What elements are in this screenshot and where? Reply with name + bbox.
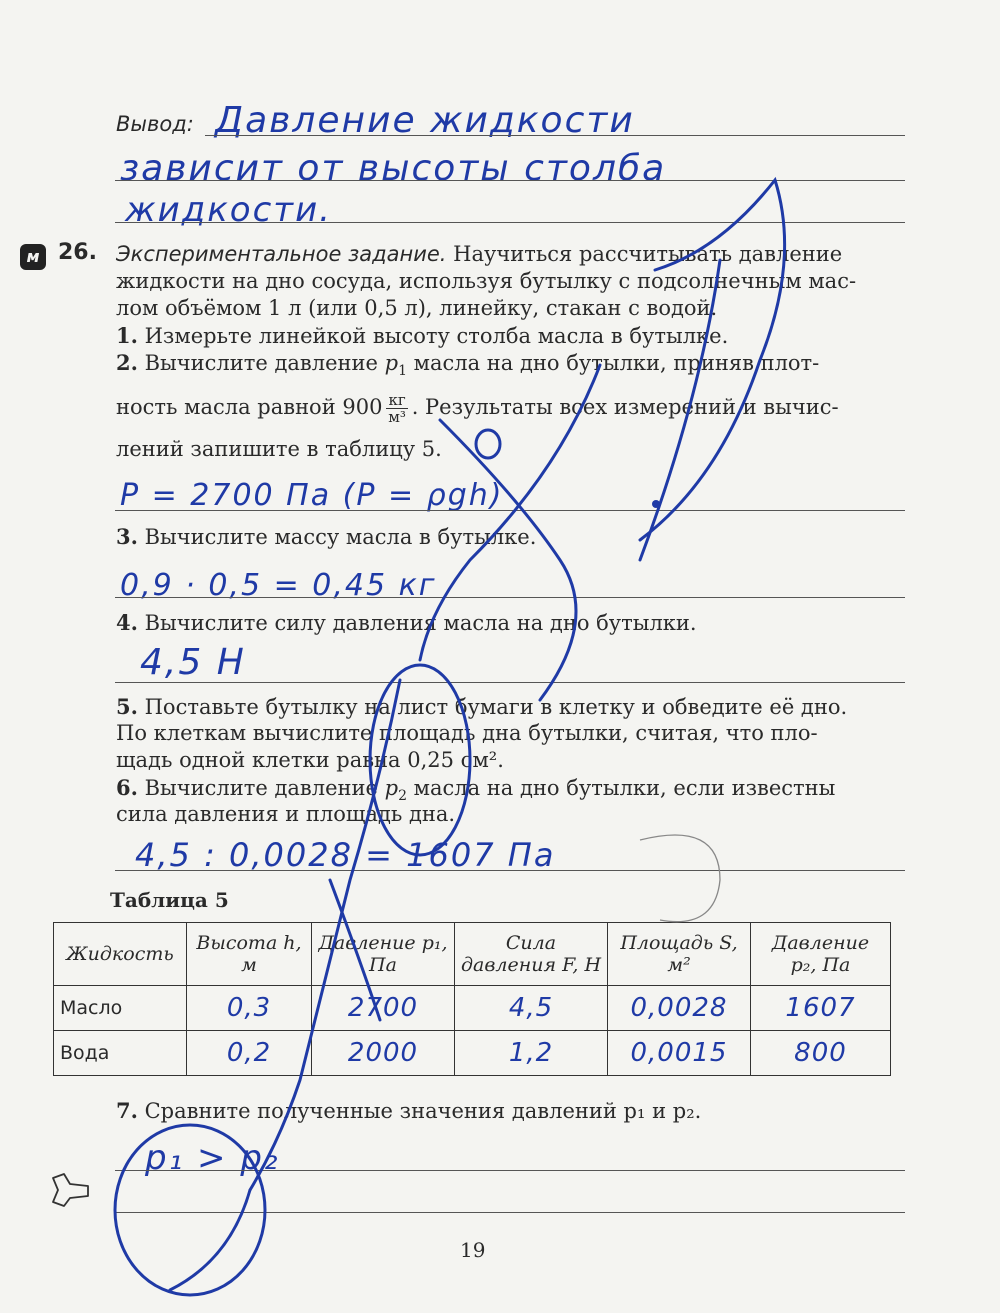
step-2-text-a: Вычислите давление <box>137 351 385 375</box>
writing-line <box>115 222 905 223</box>
conclusion-line-1: Давление жидкости <box>215 100 635 141</box>
table-row <box>54 1031 891 1076</box>
step-4 <box>116 609 697 637</box>
writing-line <box>115 510 905 511</box>
cell-liquid: Масло <box>54 986 187 1031</box>
cell-force: 1,2 <box>455 1031 608 1076</box>
step-5-line-1 <box>116 693 847 721</box>
hand-pointer-arrow-icon <box>50 1172 92 1208</box>
task-intro-line-3: лом объёмом 1 л (или 0,5 л), линейку, стакан с водой. <box>116 296 718 320</box>
step-4-text: Вычислите силу давления масла на дно бутылки. <box>137 611 697 635</box>
header-pressure1: Давление p₁, Па <box>312 923 455 986</box>
step-2-sub: 1 <box>398 363 407 380</box>
conclusion-line-2: зависит от высоты столба <box>120 148 667 189</box>
task-intro-line-1 <box>116 241 842 268</box>
step-2-line-1 <box>116 349 819 385</box>
cell-height: 0,2 <box>187 1031 312 1076</box>
step-2-text-d: . Результаты всех измерений и вычис- <box>411 395 839 419</box>
cell-pressure1: 2000 <box>312 1031 455 1076</box>
task-intro-rest: Научиться рассчитывать давление <box>446 242 843 266</box>
step-1 <box>116 322 728 350</box>
step-6-sub: 2 <box>398 788 407 805</box>
page-number: 19 <box>460 1238 486 1262</box>
step-5-number: 5. <box>116 694 138 719</box>
step-6-var: p <box>384 776 399 800</box>
writing-line <box>115 682 905 683</box>
header-height: Высота h, м <box>187 923 312 986</box>
step-3-text: Вычислите массу масла в бутылке. <box>137 525 537 549</box>
writing-line <box>115 1212 905 1213</box>
cell-force: 4,5 <box>455 986 608 1031</box>
answer-step-2: P = 2700 Па (P = ρgh) <box>120 478 504 513</box>
header-liquid: Жидкость <box>54 923 187 986</box>
task-number: 26. <box>58 240 97 265</box>
step-3-number: 3. <box>116 524 138 549</box>
data-table <box>53 922 891 1076</box>
step-2-text-c: ность масла равной 900 <box>116 395 383 419</box>
step-5-text-a: Поставьте бутылку на лист бумаги в клетку и обведите её дно. <box>137 695 848 719</box>
step-4-number: 4. <box>116 610 138 635</box>
step-1-number: 1. <box>116 323 138 348</box>
conclusion-line-3: жидкости. <box>125 190 332 230</box>
answer-step-7: p₁ > p₂ <box>145 1138 280 1178</box>
table-title: Таблица 5 <box>110 888 229 912</box>
answer-step-6: 4,5 : 0,0028 = 1607 Па <box>135 836 556 874</box>
step-7-number: 7. <box>116 1098 138 1123</box>
cell-pressure2: 1607 <box>751 986 891 1031</box>
m-badge-icon: м <box>20 244 46 270</box>
step-5-line-3: щадь одной клетки равна 0,25 см². <box>116 748 504 772</box>
writing-line <box>115 180 905 181</box>
cell-height: 0,3 <box>187 986 312 1031</box>
answer-step-4: 4,5 Н <box>140 642 246 683</box>
cell-pressure2: 800 <box>751 1031 891 1076</box>
step-2-number: 2. <box>116 350 138 375</box>
header-pressure2: Давление p₂, Па <box>751 923 891 986</box>
step-2-line-3: лений запишите в таблицу 5. <box>116 437 442 461</box>
cell-area: 0,0015 <box>608 1031 751 1076</box>
step-5-line-2: По клеткам вычислите площадь дна бутылки, считая, что пло- <box>116 721 818 745</box>
step-6-line-2: сила давления и площадь дна. <box>116 802 456 826</box>
writing-line <box>205 135 905 136</box>
density-unit-fraction <box>386 392 407 425</box>
step-3 <box>116 523 536 551</box>
header-force: Сила давления F, Н <box>455 923 608 986</box>
step-6-text-a: Вычислите давление <box>137 776 385 800</box>
table-header-row <box>54 923 891 986</box>
unit-denominator: м³ <box>388 408 406 426</box>
task-intro-line-2: жидкости на дно сосуда, используя бутылку с подсолнечным мас- <box>116 269 857 293</box>
conclusion-label: Вывод: <box>116 112 194 136</box>
step-7 <box>116 1097 701 1125</box>
step-7-text: Сравните полученные значения давлений p₁ и p₂. <box>137 1099 702 1123</box>
cell-pressure1: 2700 <box>312 986 455 1031</box>
header-area: Площадь S, м² <box>608 923 751 986</box>
cell-liquid: Вода <box>54 1031 187 1076</box>
step-2-var: p <box>384 351 399 375</box>
step-2-text-b: масла на дно бутылки, приняв плот- <box>406 351 820 375</box>
step-1-text: Измерьте линейкой высоту столба масла в бутылке. <box>137 324 729 348</box>
step-6-text-b: масла на дно бутылки, если известны <box>406 776 836 800</box>
task-title: Экспериментальное задание. <box>116 242 447 266</box>
table-row <box>54 986 891 1031</box>
step-6-number: 6. <box>116 775 138 800</box>
step-2-line-2 <box>116 392 839 425</box>
answer-step-3: 0,9 · 0,5 = 0,45 кг <box>120 568 437 603</box>
writing-line <box>115 870 905 871</box>
writing-line <box>115 1170 905 1171</box>
cell-area: 0,0028 <box>608 986 751 1031</box>
writing-line <box>115 597 905 598</box>
unit-numerator: кг <box>388 391 406 409</box>
